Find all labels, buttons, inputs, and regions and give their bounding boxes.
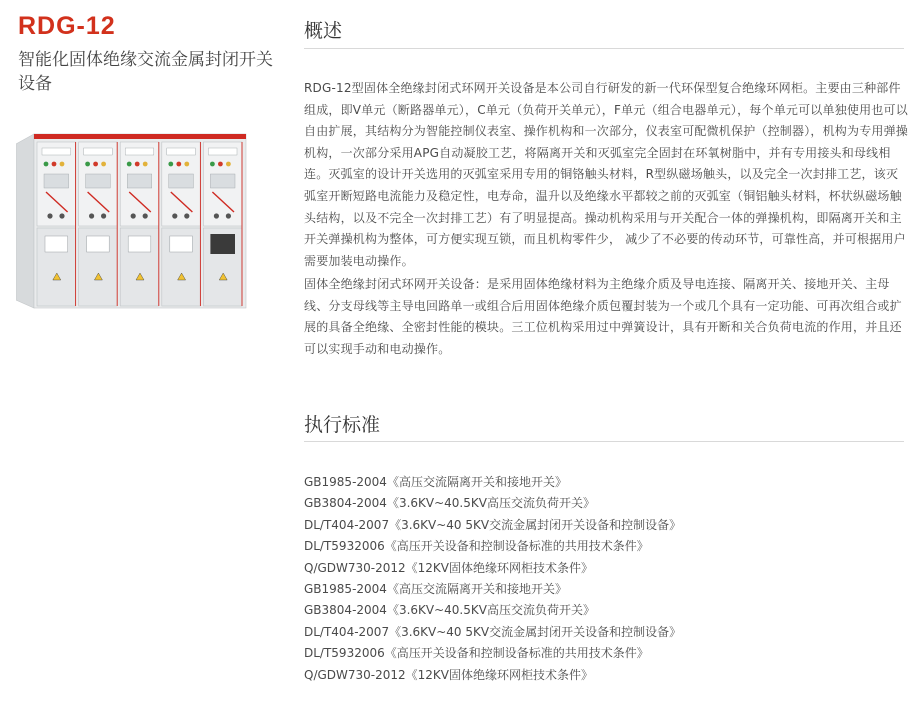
indicator-light-icon [44, 162, 49, 167]
operating-knob-icon [47, 213, 52, 218]
viewing-window [87, 236, 110, 252]
operating-knob-icon [131, 213, 136, 218]
indicator-light-icon [218, 162, 223, 167]
standard-item: DL/T5932006《高压开关设备和控制设备标准的共用技术条件》 [304, 539, 649, 554]
operating-knob-icon [143, 213, 148, 218]
cabinet-label-plate [167, 148, 196, 155]
cabinet-display [86, 174, 111, 188]
indicator-light-icon [176, 162, 181, 167]
product-subtitle: 智能化固体绝缘交流金属封闭开关设备 [18, 50, 273, 94]
indicator-light-icon [210, 162, 215, 167]
cabinet-display [127, 174, 152, 188]
indicator-light-icon [143, 162, 148, 167]
standard-item: DL/T404-2007《3.6KV~40 5KV交流金属封闭开关设备和控制设备》 [304, 517, 682, 532]
standard-item: GB3804-2004《3.6KV~40.5KV高压交流负荷开关》 [304, 603, 595, 618]
product-model-title: RDG-12 [18, 12, 116, 40]
operating-knob-icon [226, 213, 231, 218]
standards-divider [304, 441, 904, 442]
indicator-light-icon [60, 162, 65, 167]
standard-item: GB3804-2004《3.6KV~40.5KV高压交流负荷开关》 [304, 496, 595, 511]
cabinet-label-plate [208, 148, 237, 155]
overview-divider [304, 48, 904, 49]
standard-item: DL/T5932006《高压开关设备和控制设备标准的共用技术条件》 [304, 646, 649, 661]
cabinet-display [169, 174, 194, 188]
cabinet-display [44, 174, 69, 188]
standard-item: DL/T404-2007《3.6KV~40 5KV交流金属封闭开关设备和控制设备》 [304, 624, 682, 639]
indicator-light-icon [135, 162, 140, 167]
switchgear-cabinet-image [16, 130, 256, 310]
indicator-light-icon [101, 162, 106, 167]
indicator-light-icon [226, 162, 231, 167]
ventilation-grille [210, 234, 235, 254]
overview-heading: 概述 [304, 20, 343, 42]
indicator-light-icon [127, 162, 132, 167]
operating-knob-icon [214, 213, 219, 218]
operating-knob-icon [184, 213, 189, 218]
operating-knob-icon [89, 213, 94, 218]
cabinet-label-plate [125, 148, 154, 155]
indicator-light-icon [85, 162, 90, 167]
indicator-light-icon [52, 162, 57, 167]
viewing-window [45, 236, 68, 252]
standards-heading: 执行标准 [304, 414, 381, 436]
indicator-light-icon [93, 162, 98, 167]
standard-item: Q/GDW730-2012《12KV固体绝缘环网柜技术条件》 [304, 667, 594, 682]
cabinet-label-plate [42, 148, 71, 155]
indicator-light-icon [184, 162, 189, 167]
standards-list [304, 472, 681, 686]
overview-paragraph-1: RDG-12型固体全绝缘封闭式环网开关设备是本公司自行研发的新一代环保型复合绝缘环网柜。主要由三种部件组成，即V单元（断路器单元），C单元（负荷开关单元），F单元（组合电器单元），每个单元可以单独使用也可以自由扩展，其结构分为智能控制仪表室、操作机构和一次部分，仪表室可配微机保护（控制器），机构为专用弹操机构，一次部分采用APG自动凝胶工艺，将隔离开关和灭弧室完全固封在环氧树脂中，并有专用接头和母线相连。灭弧室的设计开关选用的灭弧室采用专用的铜铬触头材料，R型纵磁场触头，以及完全一次封排工艺，该灭弧室开断短路电流能力及稳定性，电寿命，温升以及绝缘水平都较之前的灭弧室（铜铝触头材料，杯状纵磁场触头结构，以及不完全一次封排工艺）有了明显提高。操动机构采用与开关配合一体的弹操机构，即隔离开关和主开关弹操机构为整体，可方便实现互锁，而且机构零件少， 减少了不必要的传动环节，可靠性高，并可根据用户需要加装电动操作。 [304, 81, 909, 268]
standard-item: GB1985-2004《高压交流隔离开关和接地开关》 [304, 475, 567, 489]
operating-knob-icon [101, 213, 106, 218]
viewing-window [170, 236, 193, 252]
overview-paragraph-2: 固体全绝缘封闭式环网开关设备：是采用固体绝缘材料为主绝缘介质及导电连接、隔离开关、接地开关、主母线、分支母线等主导电回路单一或组合后用固体绝缘介质包覆封装为一个或几个具有一定功能、可再次组合或扩展的具备全绝缘、全密封性能的模块。三工位机构采用过中弹簧设计，具有开断和关合负荷电流的作用，并且还可以实现手动和电动操作。 [304, 277, 902, 356]
standard-item: GB1985-2004《高压交流隔离开关和接地开关》 [304, 581, 567, 596]
cabinet-label-plate [84, 148, 113, 155]
viewing-window [128, 236, 151, 252]
standard-item: Q/GDW730-2012《12KV固体绝缘环网柜技术条件》 [304, 560, 594, 575]
operating-knob-icon [172, 213, 177, 218]
cabinet-display [210, 174, 235, 188]
operating-knob-icon [59, 213, 64, 218]
indicator-light-icon [168, 162, 173, 167]
